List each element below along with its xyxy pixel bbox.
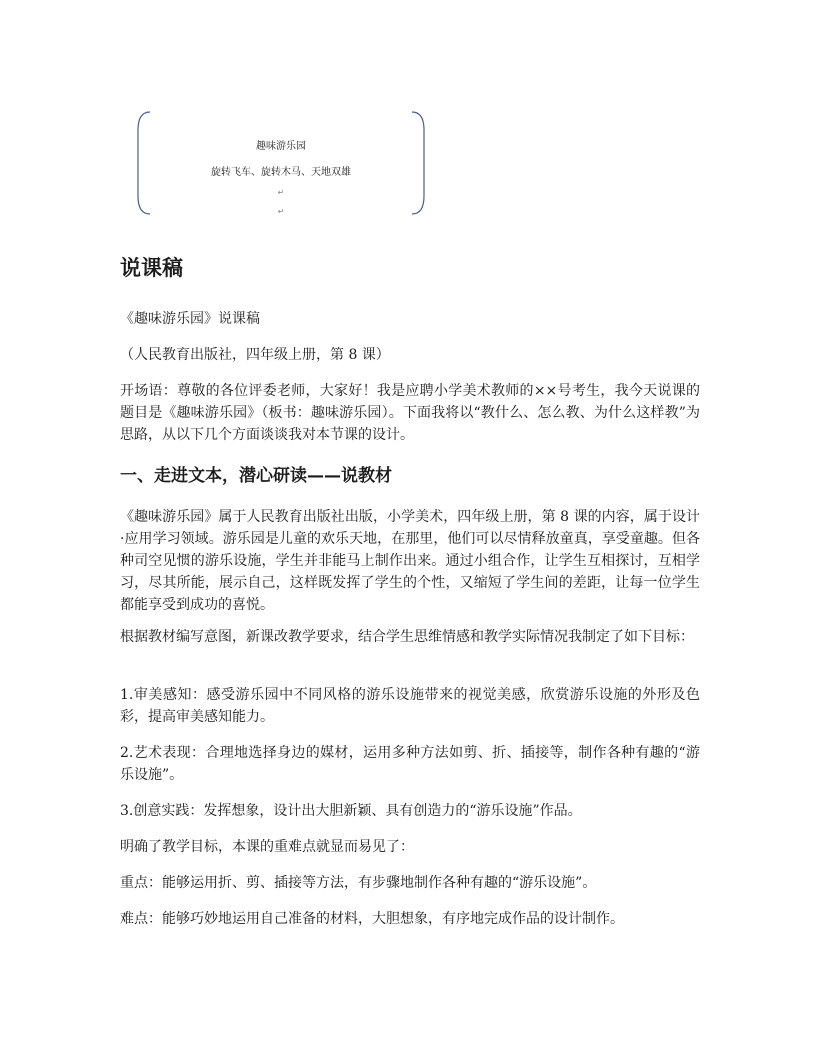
publisher-line: （人民教育出版社，四年级上册，第 8 课）: [120, 347, 390, 363]
textbook-paragraph: 《趣味游乐园》属于人民教育出版社出版，小学美术，四年级上册，第 8 课的内容，属于设计·应用学习领域。游乐园是儿童的欢乐天地，在那里，他们可以尽情释放童真，享受童趣。但各种司空见惯的游乐设施，学生并非能马上制作出来。通过小组合作，让学生互相探讨，互相学习，尽其所能，展示自己，这样既发挥了学生的个性，又缩短了学生间的差距，让每一位学生都能享受到成功的喜悦。: [120, 509, 700, 613]
blackboard-design-box: [136, 110, 426, 216]
goal-item: 1.审美感知：感受游乐园中不同风格的游乐设施带来的视觉美感，欣赏游乐设施的外形及色彩，提高审美感知能力。: [120, 687, 700, 725]
goals-intro-paragraph: 根据教材编写意图，新课改教学要求，结合学生思维情感和教学实际情况我制定了如下目标：: [120, 629, 694, 645]
blackboard-items: 旋转飞车、旋转木马、天地双雄: [211, 167, 351, 178]
return-mark: ↵: [277, 207, 285, 216]
document-title: 说课稿: [120, 256, 183, 280]
goal-item: 2.艺术表现：合理地选择身边的媒材，运用多种方法如剪、折、插接等，制作各种有趣的“游乐设施”。: [120, 745, 700, 783]
blackboard-title: 趣味游乐园: [256, 141, 306, 152]
return-mark: ↵: [277, 188, 285, 197]
goal-item: 3.创意实践：发挥想象，设计出大胆新颖、具有创造力的“游乐设施”作品。: [120, 803, 582, 819]
difficult-point: 难点：能够巧妙地运用自己准备的材料，大胆想象，有序地完成作品的设计制作。: [120, 911, 624, 927]
section-heading: 一、走进文本，潜心研读——说教材: [120, 466, 392, 486]
key-point: 重点：能够运用折、剪、插接等方法，有步骤地制作各种有趣的“游乐设施”。: [120, 875, 597, 891]
transition-paragraph: 明确了教学目标，本课的重难点就显而易见了：: [120, 839, 414, 855]
opening-paragraph: 开场语：尊敬的各位评委老师，大家好！我是应聘小学美术教师的××号考生，我今天说课的题目是《趣味游乐园》（板书：趣味游乐园）。下面我将以“教什么、怎么教、为什么这样教”为思路，从以下几个方面谈谈我对本节课的设计。: [120, 383, 700, 443]
document-subtitle: 《趣味游乐园》说课稿: [120, 311, 260, 327]
